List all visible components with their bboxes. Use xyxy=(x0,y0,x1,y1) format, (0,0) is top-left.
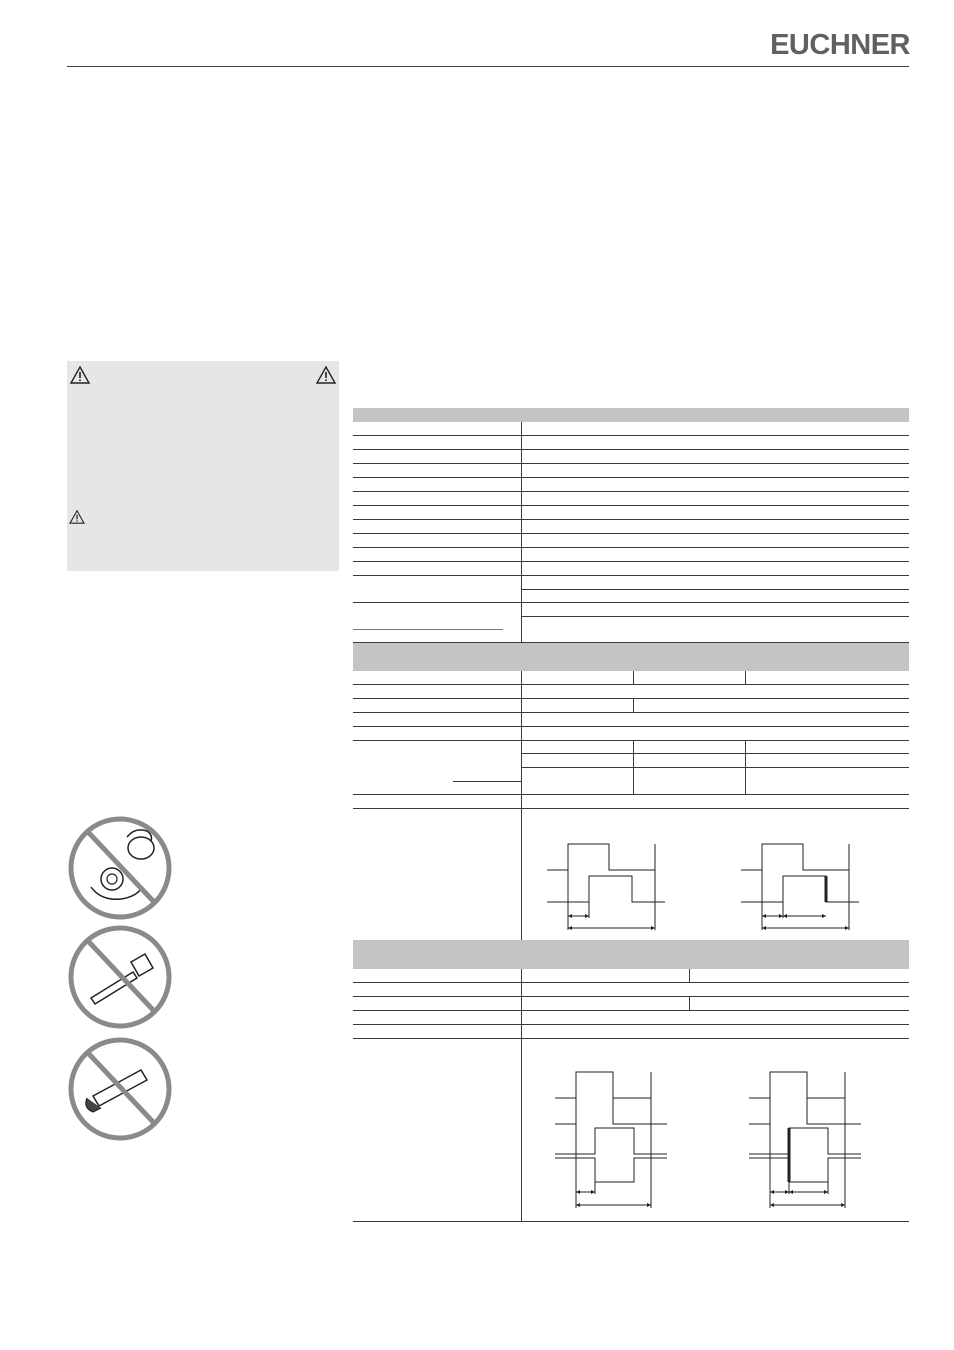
table-row xyxy=(353,713,909,727)
table-row xyxy=(353,520,909,534)
table-row xyxy=(353,699,909,713)
table-row xyxy=(353,969,909,983)
timing-diagram xyxy=(741,840,859,932)
warning-triangle-icon xyxy=(70,366,90,384)
table-row xyxy=(353,741,909,795)
header-rule xyxy=(67,66,909,67)
table-header-bar xyxy=(353,940,909,969)
column-divider xyxy=(745,671,746,685)
table-row xyxy=(353,795,909,809)
column-divider xyxy=(745,741,746,795)
column-divider xyxy=(633,699,634,713)
table-header-bar xyxy=(353,408,909,422)
column-divider xyxy=(633,671,634,685)
column-divider xyxy=(689,997,690,1011)
table-row xyxy=(353,548,909,562)
column-divider xyxy=(689,969,690,983)
column-divider xyxy=(633,741,634,795)
table-row xyxy=(353,685,909,699)
timing-diagram xyxy=(749,1068,861,1210)
table-row xyxy=(353,1025,909,1039)
table-row xyxy=(353,422,909,436)
table-row xyxy=(353,983,909,997)
timing-diagram xyxy=(555,1068,667,1210)
no-hammer-icon xyxy=(67,924,173,1030)
table-row xyxy=(353,576,909,603)
table-row xyxy=(353,450,909,464)
table-header-bar xyxy=(353,643,909,671)
table-row xyxy=(353,464,909,478)
table-row xyxy=(353,727,909,741)
table-row xyxy=(353,562,909,576)
table-row xyxy=(353,534,909,548)
table-row xyxy=(353,997,909,1011)
table-row xyxy=(353,506,909,520)
table-row xyxy=(353,436,909,450)
technical-data-table-1 xyxy=(353,408,909,643)
warning-triangle-icon xyxy=(69,510,85,524)
euchner-logo: EUCHNER xyxy=(770,29,910,61)
table-row xyxy=(353,492,909,506)
table-row xyxy=(353,1011,909,1025)
table-row xyxy=(353,478,909,492)
warning-box xyxy=(67,361,339,571)
warning-triangle-icon xyxy=(316,366,336,384)
no-saw-icon xyxy=(67,1036,173,1142)
table-row xyxy=(353,603,909,643)
no-disassembly-icon xyxy=(67,815,173,921)
table-row xyxy=(353,671,909,685)
timing-diagram xyxy=(547,840,665,932)
